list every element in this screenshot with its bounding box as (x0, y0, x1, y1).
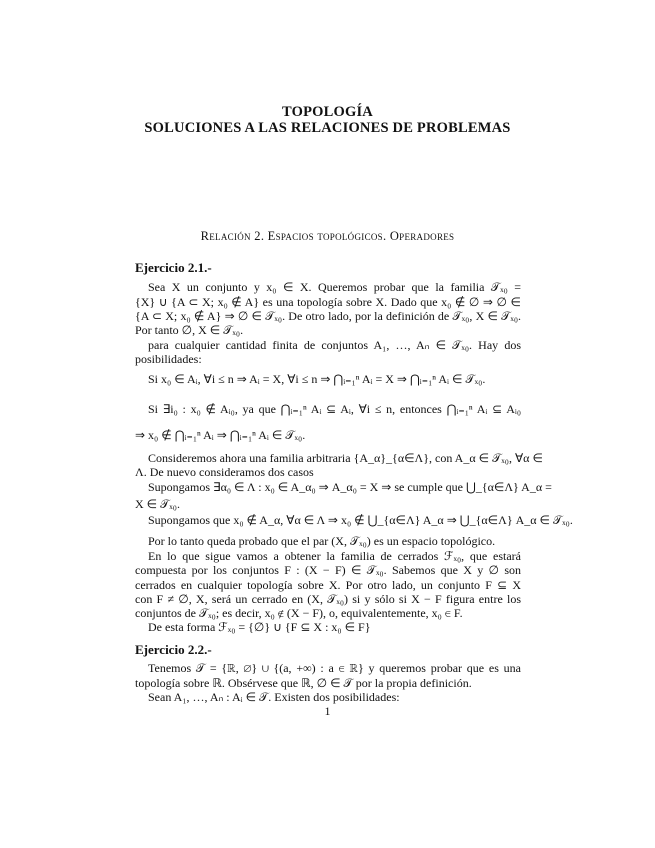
document-title: TOPOLOGÍA (282, 104, 373, 120)
paragraph-line: Tenemos 𝒯 = {ℝ, ∅} ∪ {(a, +∞) : a ∈ ℝ} y queremos probar que es una (148, 661, 521, 675)
formula-line: X ∈ 𝒯ₓ₀. (135, 497, 180, 511)
formula-line: Supongamos que x₀ ∉ A_α, ∀α ∈ Λ ⇒ x₀ ∉ ⋃_{α∈Λ} A_α ⇒ ⋃_{α∈Λ} A_α ∈ 𝒯ₓ₀. (148, 513, 573, 527)
section-title: Relación 2. Espacios topológicos. Operadores (200, 229, 455, 243)
paragraph-line: con F ≠ ∅, X, será un cerrado en (X, 𝒯ₓ₀) si y sólo si X − F figura entre los (135, 592, 521, 606)
paragraph-line: cerrados en cualquier topología sobre X. Por otro lado, un conjunto F ⊆ X (135, 578, 521, 592)
formula-line: Supongamos ∃α₀ ∈ Λ : x₀ ∈ A_α₀ ⇒ A_α₀ = X ⇒ se cumple que ⋃_{α∈Λ} A_α = (148, 480, 552, 494)
paragraph-line: Consideremos ahora una familia arbitraria {A_α}_{α∈Λ}, con A_α ∈ 𝒯ₓ₀, ∀α ∈ (148, 451, 543, 465)
paragraph-line: {X} ∪ {A ⊂ X; x₀ ∉ A} es una topología sobre X. Dado que x₀ ∉ ∅ ⇒ ∅ ∈ (135, 295, 521, 309)
paragraph-line: En lo que sigue vamos a obtener la familia de cerrados ℱₓ₀, que estará (148, 549, 521, 563)
paragraph-line: Por tanto ∅, X ∈ 𝒯ₓ₀. (135, 323, 244, 337)
paragraph-line: Por lo tanto queda probado que el par (X, 𝒯ₓ₀) es un espacio topológico. (148, 534, 496, 548)
paragraph-line: Λ. De nuevo consideramos dos casos (135, 465, 314, 479)
paragraph-line: topología sobre ℝ. Obsérvese que ℝ, ∅ ∈ 𝒯 por la propia definición. (135, 676, 472, 690)
paragraph-line: De esta forma ℱₓ₀ = {∅} ∪ {F ⊆ X : x₀ ∈ F} (148, 620, 371, 634)
paragraph-line: posibilidades: (135, 352, 202, 366)
formula-line: ⇒ x₀ ∉ ⋂ᵢ₌₁ⁿ Aᵢ ⇒ ⋂ᵢ₌₁ⁿ Aᵢ ∈ 𝒯ₓ₀. (135, 428, 306, 442)
document-subtitle: SOLUCIONES A LAS RELACIONES DE PROBLEMAS (144, 120, 511, 136)
formula-line: Si x₀ ∈ Aᵢ, ∀i ≤ n ⇒ Aᵢ = X, ∀i ≤ n ⇒ ⋂ᵢ₌₁ⁿ Aᵢ = X ⇒ ⋂ᵢ₌₁ⁿ Aᵢ ∈ 𝒯ₓ₀. (148, 372, 486, 386)
paragraph-line: para cualquier cantidad finita de conjuntos A₁, …, Aₙ ∈ 𝒯ₓ₀. Hay dos (148, 338, 521, 352)
paragraph-line: Sean A₁, …, Aₙ : Aᵢ ∈ 𝒯. Existen dos posibilidades: (148, 690, 400, 704)
exercise-heading: Ejercicio 2.1.- (135, 260, 212, 275)
paragraph-line: {A ⊂ X; x₀ ∉ A} ⇒ ∅ ∈ 𝒯ₓ₀. De otro lado, por la definición de 𝒯ₓ₀, X ∈ 𝒯ₓ₀. (135, 309, 521, 323)
paragraph-line: Sea X un conjunto y x₀ ∈ X. Queremos probar que la familia 𝒯ₓ₀ = (148, 280, 521, 294)
paragraph-line: compuesta por los conjuntos F : (X − F) ∈ 𝒯ₓ₀. Sabemos que X y ∅ son (135, 563, 521, 577)
paragraph-line: conjuntos de 𝒯ₓ₀; es decir, x₀ ∉ (X − F), o, equivalentemente, x₀ ∈ F. (135, 606, 463, 620)
page-number: 1 (324, 704, 331, 718)
formula-line: Si ∃i₀ : x₀ ∉ Aᵢ₀, ya que ⋂ᵢ₌₁ⁿ Aᵢ ⊆ Aᵢ, ∀i ≤ n, entonces ⋂ᵢ₌₁ⁿ Aᵢ ⊆ Aᵢ₀ (148, 402, 521, 416)
exercise-heading: Ejercicio 2.2.- (135, 642, 212, 657)
